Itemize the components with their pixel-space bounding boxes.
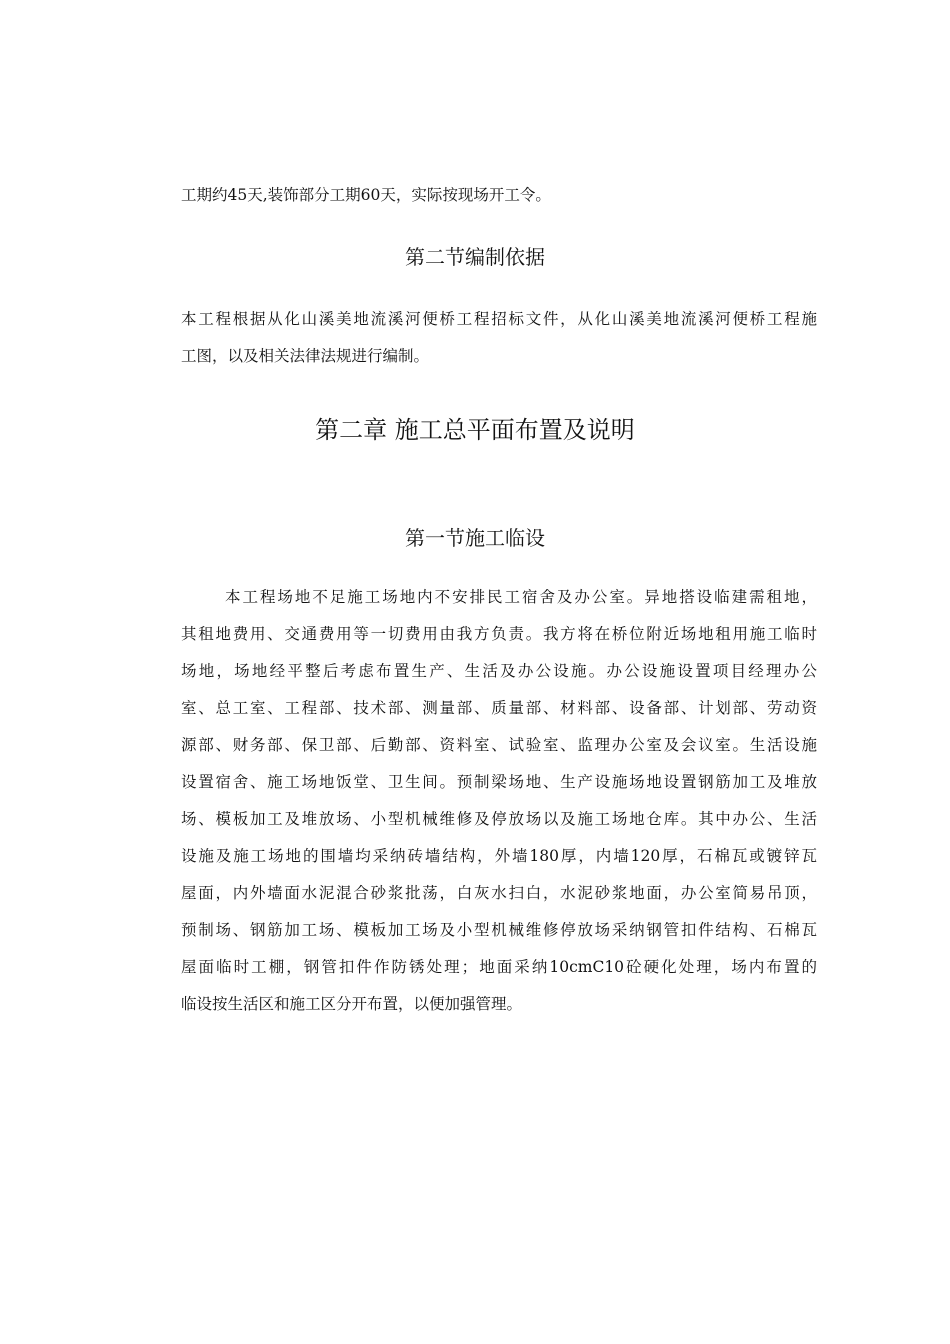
paragraph-line: 屋面，内外墙面水泥混合砂浆批荡，白灰水扫白，水泥砂浆地面，办公室简易吊顶， <box>181 884 817 902</box>
paragraph-line: 预制场、钢筋加工场、模板加工场及小型机械维修停放场采纳钢管扣件结构、石棉瓦 <box>181 921 817 939</box>
paragraph-line: 本工程场地不足施工场地内不安排民工宿舍及办公室。异地搭设临建需租地， <box>225 588 817 606</box>
paragraph-line: 场、模板加工及堆放场、小型机械维修及停放场以及施工场地仓库。其中办公、生活 <box>181 810 817 828</box>
paragraph-line: 场地，场地经平整后考虑布置生产、生活及办公设施。办公设施设置项目经理办公 <box>181 662 817 680</box>
section-2-title: 第二节编制依据 <box>405 245 545 269</box>
section-1-title: 第一节施工临设 <box>405 526 545 550</box>
paragraph-line: 源部、财务部、保卫部、后勤部、资料室、试验室、监理办公室及会议室。生活设施 <box>181 736 817 754</box>
paragraph-line: 设施及施工场地的围墙均采纳砖墙结构，外墙180厚，内墙120厚，石棉瓦或镀锌瓦 <box>181 847 817 865</box>
paragraph-line: 室、总工室、工程部、技术部、测量部、质量部、材料部、设备部、计划部、劳动资 <box>181 699 817 717</box>
paragraph-line: 本工程根据从化山溪美地流溪河便桥工程招标文件，从化山溪美地流溪河便桥工程施 <box>181 310 817 328</box>
paragraph-line: 其租地费用、交通费用等一切费用由我方负责。我方将在桥位附近场地租用施工临时 <box>181 625 817 643</box>
paragraph-line: 工图，以及相关法律法规进行编制。 <box>181 347 430 365</box>
chapter-2-title: 第二章 施工总平面布置及说明 <box>315 416 635 444</box>
intro-line: 工期约45天,装饰部分工期60天，实际按现场开工令。 <box>181 186 551 204</box>
paragraph-line: 临设按生活区和施工区分开布置，以便加强管理。 <box>181 995 523 1013</box>
paragraph-line: 设置宿舍、施工场地饭堂、卫生间。预制梁场地、生产设施场地设置钢筋加工及堆放 <box>181 773 817 791</box>
paragraph-line: 屋面临时工棚，钢管扣件作防锈处理；地面采纳10cmC10砼硬化处理，场内布置的 <box>181 958 817 976</box>
